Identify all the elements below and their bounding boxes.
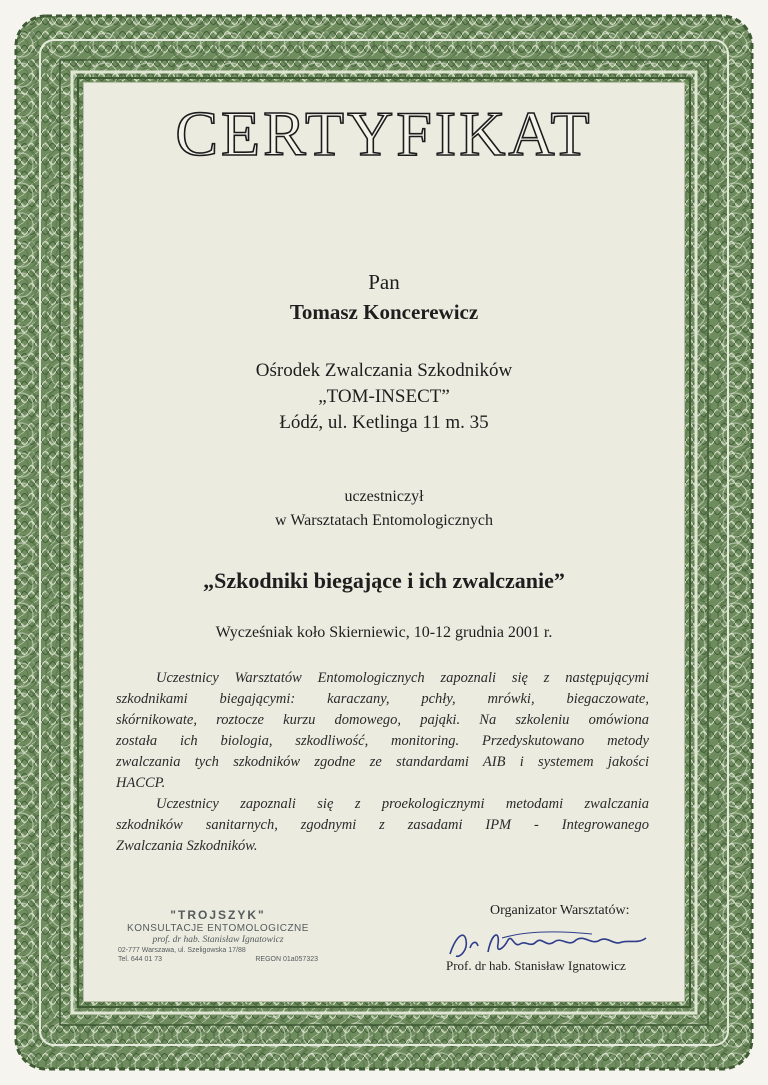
description-line: szkodników sanitarnych, zgodnymi z zasadami IPM - Integrowanego xyxy=(116,817,649,833)
stamp-regon: REGON 01a057323 xyxy=(255,956,318,963)
description-line: skórnikowate, roztocze kurzu domowego, pająki. Na szkoleniu omówiona xyxy=(116,712,649,728)
recipient-name: Tomasz Koncerewicz xyxy=(289,300,479,324)
organization-name: Ośrodek Zwalczania Szkodników xyxy=(255,360,513,381)
stamp-address: 02-777 Warszawa, ul. Szeligowska 17/88 xyxy=(118,947,246,954)
description-line: Uczestnicy Warsztatów Entomologicznych zapoznali się z następującymi xyxy=(156,670,649,686)
participation-verb: uczestniczył xyxy=(344,488,424,505)
place-and-date: Wycześniak koło Skierniewic, 10-12 grudnia 2001 r. xyxy=(215,624,553,641)
participation-event: w Warsztatach Entomologicznych xyxy=(275,512,493,529)
description-line: zwalczania tych szkodników zgodne ze standardami AIB i systemem jakości xyxy=(116,754,649,770)
description-line: Uczestnicy zapoznali się z proekologicznymi metodami zwalczania xyxy=(156,796,649,812)
description-line: Zwalczania Szkodników. xyxy=(116,838,258,854)
description xyxy=(116,668,649,857)
description-line: HACCP. xyxy=(116,775,166,791)
organization-brand: „TOM-INSECT” xyxy=(318,386,450,407)
certificate-panel xyxy=(83,82,685,1002)
description-line: szkodnikami biegającymi: karaczany, pchły, mrówki, biegaczowate, xyxy=(116,691,649,707)
participation-block xyxy=(83,484,685,532)
workshop-title: „Szkodniki biegające i ich zwalczanie” xyxy=(203,568,565,593)
company-stamp xyxy=(118,908,318,963)
stamp-name: "TROJSZYK" xyxy=(170,908,266,922)
signatory-name: Prof. dr hab. Stanisław Ignatowicz xyxy=(446,958,626,973)
salutation: Pan xyxy=(368,270,400,294)
description-line: została ich biologia, szkodliwość, monitoring. Przedyskutowano metody xyxy=(116,733,649,749)
stamp-contact-row xyxy=(118,956,318,963)
organization-address: Łódź, ul. Ketlinga 11 m. 35 xyxy=(279,412,489,433)
stamp-address-row xyxy=(118,947,318,954)
organizer-label: Organizator Warsztatów: xyxy=(490,903,630,918)
stamp-person: prof. dr hab. Stanisław Ignatowicz xyxy=(152,935,284,945)
organization-block xyxy=(83,358,685,436)
stamp-subtitle: KONSULTACJE ENTOMOLOGICZNE xyxy=(127,923,309,934)
stamp-phone: Tel. 644 01 73 xyxy=(118,956,162,963)
certificate-title: CERTYFIKAT xyxy=(175,98,593,169)
